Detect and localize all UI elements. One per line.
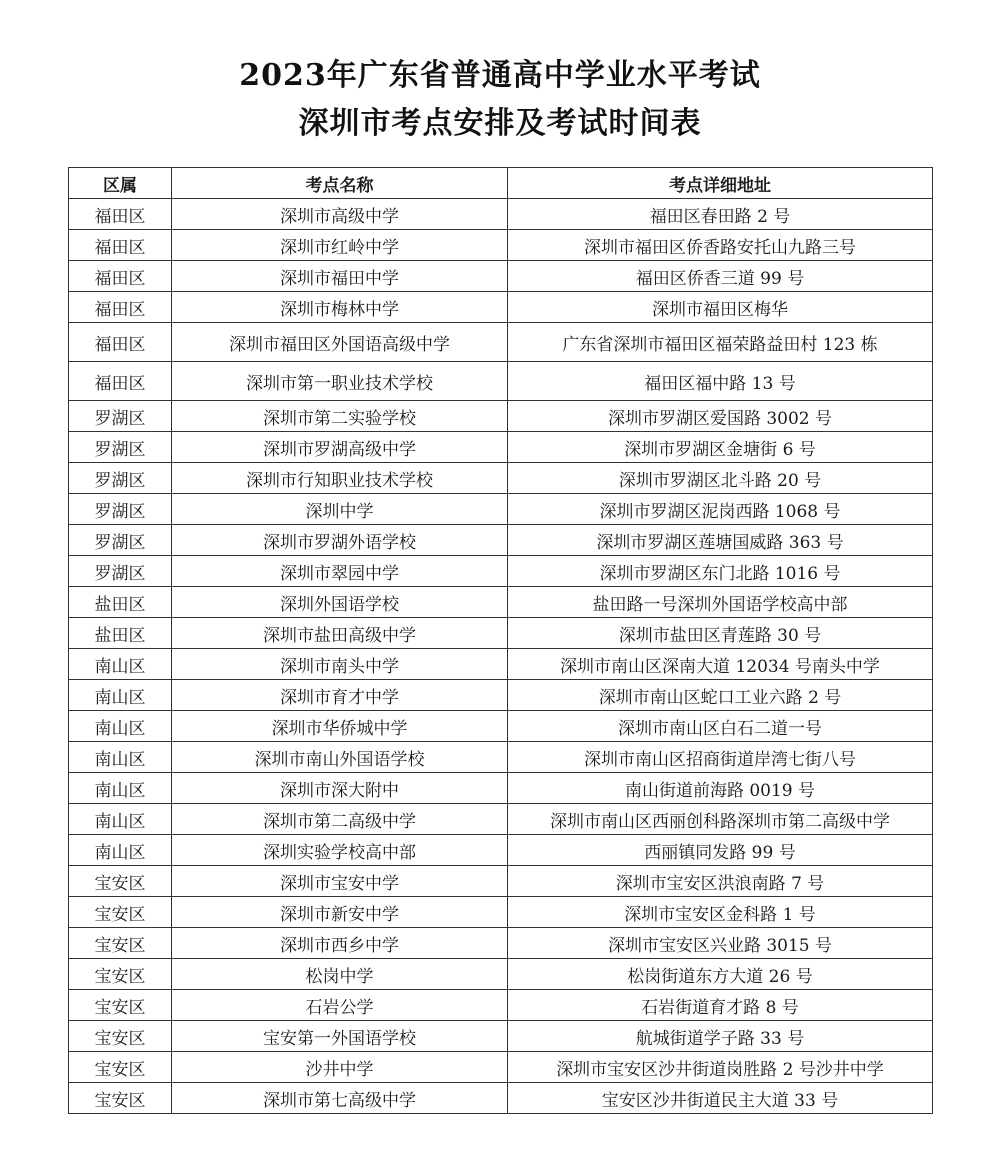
cell-district: 盐田区 [69,587,172,618]
cell-district: 南山区 [69,649,172,680]
table-row [69,323,933,362]
cell-address: 深圳市罗湖区东门北路 1016 号 [508,556,933,587]
table-row [69,494,933,525]
cell-site-name: 深圳外国语学校 [172,587,508,618]
cell-site-name: 深圳市红岭中学 [172,230,508,261]
cell-district: 宝安区 [69,1083,172,1114]
cell-district: 罗湖区 [69,432,172,463]
cell-site-name: 沙井中学 [172,1052,508,1083]
cell-district: 宝安区 [69,866,172,897]
cell-site-name: 宝安第一外国语学校 [172,1021,508,1052]
table-row [69,649,933,680]
table-row [69,463,933,494]
cell-site-name: 深圳市南头中学 [172,649,508,680]
table-row [69,556,933,587]
cell-site-name: 深圳市高级中学 [172,199,508,230]
cell-site-name: 深圳市福田中学 [172,261,508,292]
title-line-2: 深圳市考点安排及考试时间表 [298,106,702,141]
cell-site-name: 深圳市新安中学 [172,897,508,928]
table-row [69,897,933,928]
cell-address: 深圳市罗湖区金塘街 6 号 [508,432,933,463]
header-address: 考点详细地址 [508,168,933,199]
table-row [69,525,933,556]
document-title [0,52,1000,148]
table-row [69,261,933,292]
cell-site-name: 深圳市福田区外国语高级中学 [172,323,508,362]
cell-district: 宝安区 [69,1021,172,1052]
cell-district: 南山区 [69,835,172,866]
cell-address: 深圳市宝安区沙井街道岗胜路 2 号沙井中学 [508,1052,933,1083]
cell-site-name: 深圳市梅林中学 [172,292,508,323]
cell-site-name: 深圳市南山外国语学校 [172,742,508,773]
cell-district: 福田区 [69,292,172,323]
cell-address: 石岩街道育才路 8 号 [508,990,933,1021]
cell-district: 福田区 [69,199,172,230]
table-row [69,1021,933,1052]
table-row [69,1052,933,1083]
title-line-1: 2023年广东省普通高中学业水平考试 [239,58,761,93]
cell-district: 南山区 [69,742,172,773]
cell-address: 深圳市罗湖区泥岗西路 1068 号 [508,494,933,525]
cell-address: 深圳市南山区西丽创科路深圳市第二高级中学 [508,804,933,835]
cell-district: 福田区 [69,323,172,362]
cell-address: 深圳市盐田区青莲路 30 号 [508,618,933,649]
cell-site-name: 深圳市深大附中 [172,773,508,804]
table-row [69,866,933,897]
exam-site-table-container [68,167,932,1114]
cell-address: 西丽镇同发路 99 号 [508,835,933,866]
cell-district: 福田区 [69,230,172,261]
header-site-name: 考点名称 [172,168,508,199]
table-header-row [69,168,933,199]
cell-address: 深圳市南山区深南大道 12034 号南头中学 [508,649,933,680]
cell-district: 宝安区 [69,928,172,959]
table-row [69,804,933,835]
table-row [69,618,933,649]
cell-address: 深圳市罗湖区爱国路 3002 号 [508,401,933,432]
cell-address: 福田区春田路 2 号 [508,199,933,230]
table-row [69,711,933,742]
table-row [69,1083,933,1114]
cell-site-name: 深圳市育才中学 [172,680,508,711]
cell-address: 深圳市宝安区洪浪南路 7 号 [508,866,933,897]
cell-address: 深圳市福田区侨香路安托山九路三号 [508,230,933,261]
cell-address: 盐田路一号深圳外国语学校高中部 [508,587,933,618]
cell-address: 福田区侨香三道 99 号 [508,261,933,292]
table-row [69,362,933,401]
cell-district: 福田区 [69,261,172,292]
cell-district: 福田区 [69,362,172,401]
cell-site-name: 石岩公学 [172,990,508,1021]
cell-site-name: 深圳市行知职业技术学校 [172,463,508,494]
table-row [69,835,933,866]
cell-site-name: 深圳中学 [172,494,508,525]
cell-district: 罗湖区 [69,401,172,432]
table-row [69,432,933,463]
cell-site-name: 深圳市华侨城中学 [172,711,508,742]
cell-site-name: 松岗中学 [172,959,508,990]
cell-address: 深圳市罗湖区莲塘国威路 363 号 [508,525,933,556]
cell-district: 罗湖区 [69,494,172,525]
cell-district: 盐田区 [69,618,172,649]
cell-address: 航城街道学子路 33 号 [508,1021,933,1052]
cell-address: 深圳市宝安区金科路 1 号 [508,897,933,928]
cell-address: 深圳市罗湖区北斗路 20 号 [508,463,933,494]
cell-district: 宝安区 [69,1052,172,1083]
cell-site-name: 深圳市西乡中学 [172,928,508,959]
exam-site-table [68,167,933,1114]
cell-district: 宝安区 [69,959,172,990]
cell-address: 深圳市南山区招商街道岸湾七街八号 [508,742,933,773]
cell-site-name: 深圳市第二高级中学 [172,804,508,835]
cell-address: 深圳市宝安区兴业路 3015 号 [508,928,933,959]
cell-address: 福田区福中路 13 号 [508,362,933,401]
cell-address: 南山街道前海路 0019 号 [508,773,933,804]
cell-site-name: 深圳市翠园中学 [172,556,508,587]
cell-address: 松岗街道东方大道 26 号 [508,959,933,990]
cell-district: 宝安区 [69,897,172,928]
cell-district: 南山区 [69,773,172,804]
cell-address: 深圳市福田区梅华 [508,292,933,323]
cell-address: 宝安区沙井街道民主大道 33 号 [508,1083,933,1114]
table-row [69,401,933,432]
cell-district: 南山区 [69,804,172,835]
table-row [69,292,933,323]
cell-address: 深圳市南山区蛇口工业六路 2 号 [508,680,933,711]
table-row [69,199,933,230]
cell-site-name: 深圳市第二实验学校 [172,401,508,432]
table-row [69,928,933,959]
cell-district: 宝安区 [69,990,172,1021]
cell-site-name: 深圳市盐田高级中学 [172,618,508,649]
table-row [69,959,933,990]
table-row [69,587,933,618]
header-district: 区属 [69,168,172,199]
cell-district: 罗湖区 [69,556,172,587]
table-row [69,773,933,804]
cell-site-name: 深圳市第七高级中学 [172,1083,508,1114]
cell-site-name: 深圳市第一职业技术学校 [172,362,508,401]
table-row [69,230,933,261]
cell-site-name: 深圳实验学校高中部 [172,835,508,866]
cell-address: 深圳市南山区白石二道一号 [508,711,933,742]
cell-site-name: 深圳市罗湖高级中学 [172,432,508,463]
cell-address: 广东省深圳市福田区福荣路益田村 123 栋 [508,323,933,362]
table-row [69,990,933,1021]
cell-district: 罗湖区 [69,525,172,556]
table-row [69,680,933,711]
cell-site-name: 深圳市宝安中学 [172,866,508,897]
cell-site-name: 深圳市罗湖外语学校 [172,525,508,556]
table-row [69,742,933,773]
cell-district: 罗湖区 [69,463,172,494]
cell-district: 南山区 [69,680,172,711]
table-body [69,199,933,1114]
cell-district: 南山区 [69,711,172,742]
